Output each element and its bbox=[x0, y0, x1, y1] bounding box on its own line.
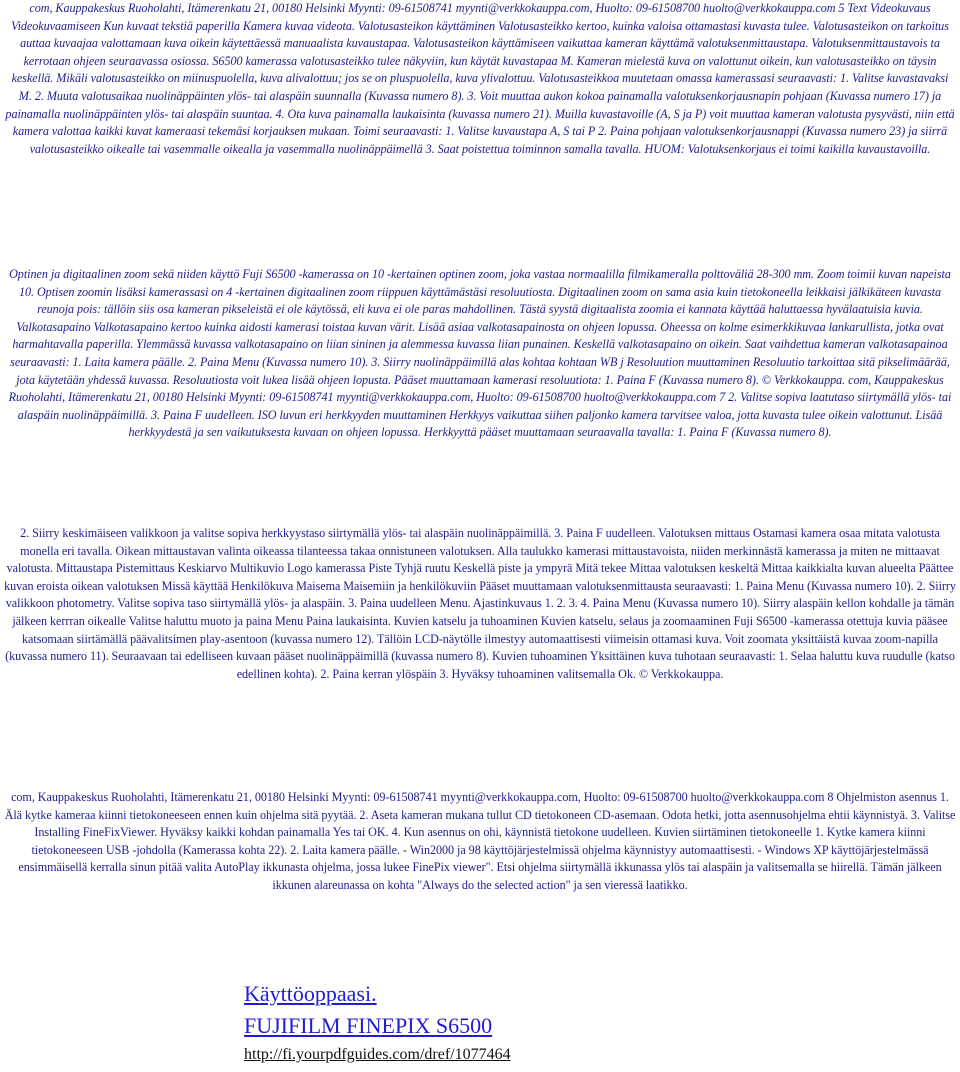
paragraph-software-install: com, Kauppakeskus Ruoholahti, Itämerenkatu 21, 00180 Helsinki Myynti: 09-61508741 myynti@verkkokauppa.com, Huolto: 09-61508700 huolto@verkkokauppa.com 8 Ohjelmiston asennus 1. Älä kytke kameraa kiinni tietokoneeseen ennen kuin ohjelma sitä pyytää. 2. Aseta kameran mukana tullut CD tietokoneen CD-asemaan. Odota hetki, jotta asennusohjelma ehtii käynnistyä. 3. Valitse Installing FineFixViewer. Hyväksy kaikki kohdan painamalla Yes tai OK. 4. Kun asennus on ohi, käynnistä tietokone uudelleen. Kuvien siirtäminen tietokoneelle 1. Kytke kamera kiinni tietokoneeseen USB -johdolla (Kamerassa kohta 22). 2. Laita kamera päälle. - Win2000 ja 98 käyttöjärjestelmissä ohjelma käynnistyy automaattisesti. - Windows XP käyttöjärjestelmässä ensimmäisellä kerralla sinun pitää valita AutoPlay ikkunasta ohjelma, jossa lukee FinePix viewer". Etsi ohjelma siirtymällä ikkunassa ylös tai alaspäin ja valitsemalla se hiirellä. Tämän jälkeen ikkunen alareunassa on kohta "Always do the selected action" ja sen vieressä laatikko. bbox=[4, 790, 956, 892]
paragraph-exposure-scale: com, Kauppakeskus Ruoholahti, Itämerenkatu 21, 00180 Helsinki Myynti: 09-61508741 myynti@verkkokauppa.com, Huolto: 09-61508700 huolto@verkkokauppa.com 5 Text Videokuvaus Videokuvaamiseen Kun kuvaat tekstiä paperilla Kamera kuvaa videota. Valotusasteikon käyttäminen Valotusasteikko kertoo, kuinka valoisa ottamastasi kuvasta tulee. Valotusasteikon on tarkoitus auttaa kuvaajaa valottamaan kuva oikein käytettäessä manuaalista kuvaustapaa. Valotusasteikon käyttämiseen vaikuttaa kameran käyttämä valotuksenmittaustapa. Valotuksenmittaustavois ta kerrotaan ohjeen seuraavassa osiossa. S6500 kamerassa valotusasteikko tulee näkyviin, kun käytät kuvastapaa M. Kameran mielestä kuva on valottunut oikein, kun valotusasteikko on täysin keskellä. Mikäli valotusasteikko on miinuspuolella, kuva alivalottuu; jos se on pluspuolella, kuva ylivalottuu. Valotusasteikkoa muutetaan omassa kamerassasi seuraavasti: 1. Valitse kuvastavaksi M. 2. Muuta valotusaikaa nuolinäppäinten ylös- tai alaspäin suunnalla (Kuvassa numero 8). 3. Voit muuttaa aukon kokoa painamalla valotuksenkorjausnapin pohjaan (Kuvassa numero 17) ja painamalla nuolinäppäinten ylös- tai alaspäin suuntaa. 4. Ota kuva painamalla laukaisinta (kuvassa numero 21). Muilla kuvastavoille (A, S ja P) voit muuttaa kameran valotusta pysyvästi, niin että kamera valottaa kaikki kuvat kameraasi tekemäsi korjauksen mukaan. Toimi seuraavasti: 1. Valitse kuvaustapa A, S tai P 2. Paina pohjaan valotuksenkorjausnappi (Kuvassa numero 23) ja siirrä valotusasteikko oikealle tai vasemmalle oikealla ja vasemmalla nuolinäppäimellä 3. Saat poistettua toiminnon samalla tavalla. HUOM: Valotuksenkorjaus ei toimi kaikilla kuvaustavoilla. bbox=[5, 1, 955, 156]
guide-url-link[interactable]: http://fi.yourpdfguides.com/dref/1077464 bbox=[244, 1046, 511, 1063]
paragraph-metering-timer: 2. Siirry keskimäiseen valikkoon ja valitse sopiva herkkyystaso siirtymällä ylös- tai alaspäin nuolinäppäimillä. 3. Paina F uudelleen. Valotuksen mittaus Ostamasi kamera osaa mitata valotusta monella eri tavalla. Oikean mittaustavan valinta oikeassa tilanteessa takaa onnistuneen valotuksen. Alla taulukko kamerasi mittaustavoista, niiden merkinnästä kamerassa ja miten ne mittaavat valotusta. Mittaustapa Pistemittaus Keskiarvo Multikuvio Logo kamerassa Piste Tyhjä ruutu Keskellä piste ja ympyrä Mitä tekee Mittaa valotuksen keskeltä Mittaa kaikkialta kuvan alueelta Päättee kuvan eroista oikean valotuksen Missä käyttää Henkilökuva Maisema Maisemiin ja henkilökuviin Pääset muuttamaan valotuksenmittausta seuraavasti: 1. Paina Menu (Kuvassa numero 10). 2. Siirry valikkoon photometry. Valitse sopiva taso siirtymällä ylös- ja alaspäin. 3. Paina uudelleen Menu. Ajastinkuvaus 1. 2. 3. 4. Paina Menu (Kuvassa numero 10). Siirry alaspäin kellon kohdalle ja tämän jälkeen kerrran oikealle Valitse haluttu muoto ja paina Menu Paina laukaisinta. Kuvien katselu ja tuhoaminen Kuvien katselu, selaus ja zoomaaminen Fuji S6500 -kamerassa otettuja kuvia pääsee katsomaan siirtämällä päävalitsimen play-asentoon (kuvassa numero 12). Tällöin LCD-näytölle ilmestyy automaattisesti viimeisin ottamasi kuva. Voit zoomata yksittäistä kuvaa zoom-napilla (kuvassa numero 11). Seuraavaan tai edelliseen kuvaan pääset nuolinäppäimillä (kuvassa numero 8). Kuvien tuhoaminen Yksittäinen kuva tuhotaan seuraavasti: 1. Selaa haluttu kuva ruudulle (katso edellinen kohta). 2. Paina kerran ylöspäin 3. Hyväksy tuhoaminen valitsemalla Ok. © Verkkokauppa. bbox=[4, 526, 956, 681]
paragraph-zoom-white-balance: Optinen ja digitaalinen zoom sekä niiden käyttö Fuji S6500 -kamerassa on 10 -kertainen optinen zoom, joka vastaa normaalilla filmikameralla polttoväliä 28-300 mm. Zoom toimii kuvan napeista 10. Optisen zoomin lisäksi kamerassasi on 4 -kertainen digitaalinen zoom riippuen käyttämästäsi resoluutiosta. Digitaalinen zoom on sama asia kuin tietokoneella leikkaisi jälkikäteen kuvasta reunoja pois: tällöin siis osa kameran pikseleistä ei ole käytössä, eli kuva ei ole paras mahdollinen. Tästä syystä digitaalista zoomia ei kannata käyttää haluttaessa hyvälaatuisia kuvia. Valkotasapaino Valkotasapaino kertoo kuinka aidosti kamerasi toistaa kuvan värit. Lisää asiaa valkotasapainosta on ohjeen lopussa. Oheessa on kolme esimerkkikuvaa lankarullista, jotka ovat harmahtavalla paperilla. Ylemmässä kuvassa valkotasapaino on liian sininen ja alemmessa kuvassa liian punainen. Keskellä valkotasapaino on oikein. Saat vaihdettua kameran valkotasapainoa seuraavasti: 1. Laita kamera päälle. 2. Paina Menu (Kuvassa numero 10). 3. Siirry nuolinäppäimillä alas kohtaa kohtaan WB j Resoluution muuttaminen Resoluutio tarkoittaa sitä pikselimäärää, jota käytetään yhdessä kuvassa. Resoluutiosta voit lukea lisää ohjeen lopusta. Pääset muuttamaan kamerasi resoluutiota: 1. Paina F (Kuvassa numero 8). © Verkkokauppa. com, Kauppakeskus Ruoholahti, Itämerenkatu 21, 00180 Helsinki Myynti: 09-61508741 myynti@verkkokauppa.com, Huolto: 09-61508700 huolto@verkkokauppa.com 7 2. Valitse sopiva laatutaso siirtymällä ylös- tai alaspäin nuolinäppäimillä. 3. Paina F uudelleen. ISO luvun eri herkkyyden muuttaminen Herkkyys vaikuttaa siihen paljonko kamera tarvitsee valoa, jotta kuvasta tulee oikein valottunut. Lisää herkkyydestä ja sen vaikutuksesta kuvaan on ohjeen lopussa. Herkkyyttä pääset muuttamaan seuraavalla tavalla: 1. Paina F (Kuvassa numero 8). bbox=[8, 267, 952, 440]
footer-links bbox=[244, 978, 511, 1068]
user-guides-link[interactable]: Käyttöoppaasi. bbox=[244, 981, 377, 1006]
product-name-link[interactable]: FUJIFILM FINEPIX S6500 bbox=[244, 1013, 493, 1038]
